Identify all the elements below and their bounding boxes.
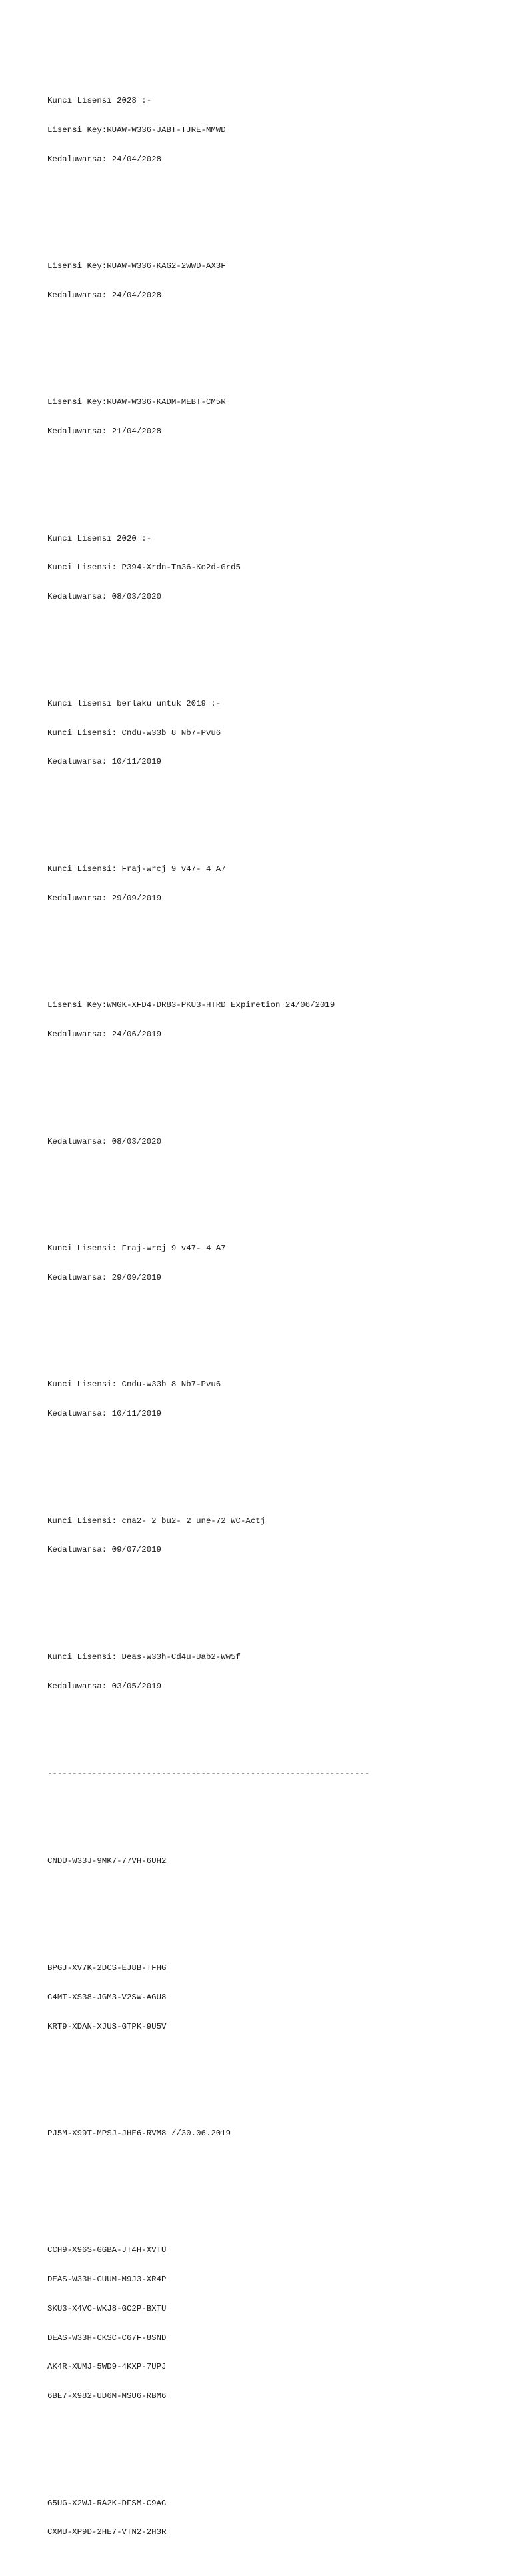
product-key: DEAS-W33H-CKSC-C67F-8SND bbox=[47, 2333, 167, 2343]
license-section-2028 bbox=[47, 77, 487, 184]
product-key: G5UG-X2WJ-RA2K-DFSM-C9AC bbox=[47, 2498, 167, 2508]
expiry-line: Kedaluwarsa: 24/04/2028 bbox=[47, 154, 162, 164]
expiry-line: Kedaluwarsa: 24/06/2019 bbox=[47, 1029, 162, 1039]
license-entry bbox=[47, 1496, 487, 1574]
license-key-line: Lisensi Key:RUAW-W336-KAG2-2WWD-AX3F bbox=[47, 261, 226, 271]
product-key: PJ5M-X99T-MPSJ-JHE6-RVM8 //30.06.2019 bbox=[47, 2129, 231, 2139]
expiry-line: Kedaluwarsa: 08/03/2020 bbox=[47, 592, 162, 602]
license-key-line: Lisensi Key:WMGK-XFD4-DR83-PKU3-HTRD Expiretion 24/06/2019 bbox=[47, 1000, 335, 1010]
license-entry bbox=[47, 1117, 487, 1166]
expiry-line: Kedaluwarsa: 10/11/2019 bbox=[47, 1409, 162, 1419]
expiry-line: Kedaluwarsa: 08/03/2020 bbox=[47, 1136, 162, 1146]
key-group bbox=[47, 2226, 487, 2421]
product-key: DEAS-W33H-CUUM-M9J3-XR4P bbox=[47, 2274, 167, 2284]
license-key-line: Kunci Lisensi: cna2- 2 bu2- 2 une-72 WC-Actj bbox=[47, 1516, 266, 1526]
license-entry bbox=[47, 242, 487, 320]
document-body bbox=[47, 47, 487, 2576]
divider-line: ----------------------------------------------------------------- bbox=[47, 1769, 370, 1779]
license-entry bbox=[47, 1360, 487, 1438]
license-entry bbox=[47, 378, 487, 456]
license-key-line: Lisensi Key:RUAW-W336-JABT-TJRE-MMWD bbox=[47, 125, 226, 135]
expiry-line: Kedaluwarsa: 10/11/2019 bbox=[47, 757, 162, 767]
expiry-line: Kedaluwarsa: 09/07/2019 bbox=[47, 1545, 162, 1555]
section-heading: Kunci lisensi berlaku untuk 2019 :- bbox=[47, 698, 221, 708]
expiry-line: Kedaluwarsa: 24/04/2028 bbox=[47, 290, 162, 300]
key-group bbox=[47, 1837, 487, 1886]
license-section-2020 bbox=[47, 515, 487, 622]
expiry-line: Kedaluwarsa: 29/09/2019 bbox=[47, 893, 162, 903]
product-key: AK4R-XUMJ-5WD9-4KXP-7UPJ bbox=[47, 2362, 167, 2372]
expiry-line: Kedaluwarsa: 03/05/2019 bbox=[47, 1681, 162, 1691]
product-key: SKU3-X4VC-WKJ8-GC2P-BXTU bbox=[47, 2303, 167, 2313]
license-key-line: Kunci Lisensi: Fraj-wrcj 9 v47- 4 A7 bbox=[47, 864, 226, 874]
key-group bbox=[47, 1944, 487, 2051]
license-entry bbox=[47, 845, 487, 923]
license-section-2019 bbox=[47, 680, 487, 787]
license-key-line: Kunci Lisensi: Cndu-w33b 8 Nb7-Pvu6 bbox=[47, 728, 221, 738]
key-group bbox=[47, 2479, 487, 2557]
product-key: CNDU-W33J-9MK7-77VH-6UH2 bbox=[47, 1856, 167, 1866]
product-key: BPGJ-XV7K-2DCS-EJ8B-TFHG bbox=[47, 1963, 167, 1973]
license-key-line: Kunci Lisensi: Cndu-w33b 8 Nb7-Pvu6 bbox=[47, 1380, 221, 1390]
license-key-line: Kunci Lisensi: P394-Xrdn-Tn36-Kc2d-Grd5 bbox=[47, 563, 241, 573]
product-key: CXMU-XP9D-2HE7-VTN2-2H3R bbox=[47, 2527, 167, 2537]
expiry-line: Kedaluwarsa: 21/04/2028 bbox=[47, 427, 162, 437]
product-key: CCH9-X96S-GGBA-JT4H-XVTU bbox=[47, 2245, 167, 2255]
product-key: KRT9-XDAN-XJUS-GTPK-9U5V bbox=[47, 2021, 167, 2031]
license-key-line: Kunci Lisensi: Fraj-wrcj 9 v47- 4 A7 bbox=[47, 1244, 226, 1254]
license-entry bbox=[47, 1633, 487, 1711]
license-entry bbox=[47, 1224, 487, 1302]
license-key-line: Kunci Lisensi: Deas-W33h-Cd4u-Uab2-Ww5f bbox=[47, 1652, 241, 1662]
license-entry bbox=[47, 981, 487, 1059]
product-key: C4MT-XS38-JGM3-V2SW-AGU8 bbox=[47, 1992, 167, 2002]
section-heading: Kunci Lisensi 2028 :- bbox=[47, 95, 152, 105]
product-key: 6BE7-X982-UD6M-MSU6-RBM6 bbox=[47, 2391, 167, 2401]
expiry-line: Kedaluwarsa: 29/09/2019 bbox=[47, 1272, 162, 1282]
license-key-line: Lisensi Key:RUAW-W336-KADM-MEBT-CM5R bbox=[47, 397, 226, 407]
section-heading: Kunci Lisensi 2020 :- bbox=[47, 533, 152, 543]
key-group bbox=[47, 2109, 487, 2158]
